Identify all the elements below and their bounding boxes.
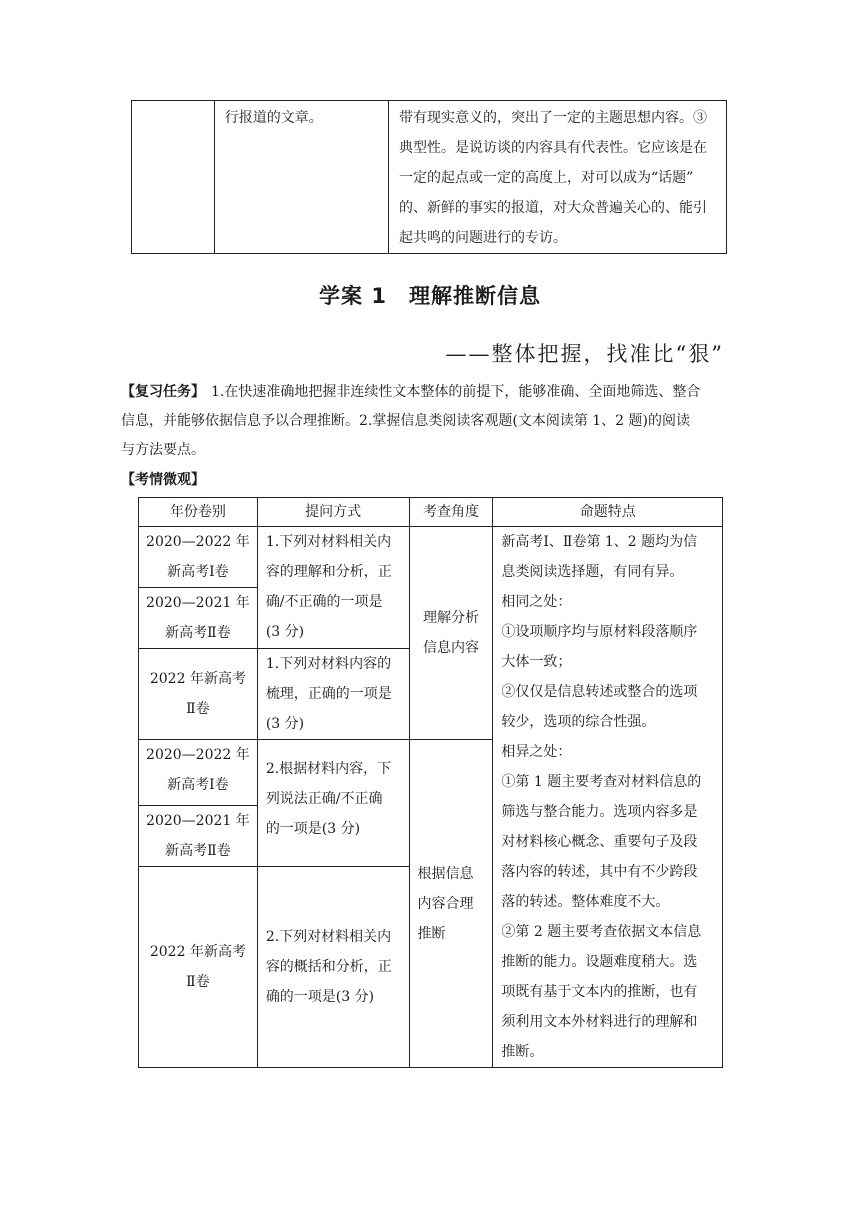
cell-line: 大体一致； bbox=[501, 654, 572, 670]
year-cell bbox=[139, 527, 258, 588]
cell-line: 梳理，正确的一项是 bbox=[265, 686, 392, 702]
cell-line: 新高考Ⅰ、Ⅱ卷第 1、2 题均为信 bbox=[501, 534, 698, 550]
exam-tag: 【考情微观】 bbox=[121, 472, 205, 488]
cell-line: 2020—2021 年 bbox=[146, 595, 250, 611]
year-cell bbox=[139, 588, 258, 649]
exam-analysis-table bbox=[138, 497, 723, 1068]
cell-line: ②仅仅是信息转述或整合的选项 bbox=[501, 684, 698, 700]
year-cell bbox=[139, 649, 258, 740]
header-cell: 提问方式 bbox=[257, 498, 409, 527]
cell-line: 理解分析 bbox=[422, 610, 479, 626]
cell-line: 新高考Ⅱ卷 bbox=[165, 625, 231, 641]
question-cell bbox=[257, 649, 409, 740]
question-cell bbox=[257, 740, 409, 867]
cell-line: 列说法正确/不正确 bbox=[265, 791, 383, 807]
cell-line: 确/不正确的一项是 bbox=[265, 594, 383, 610]
cell-line: Ⅱ卷 bbox=[186, 974, 210, 990]
cell-line: 2022 年新高考 bbox=[149, 944, 246, 960]
cell-line: 2.下列对材料相关内 bbox=[265, 929, 392, 945]
cell-line: 信息内容 bbox=[422, 640, 479, 656]
cell-line: 的、新鲜的事实的报道，对大众普遍关心的、能引 bbox=[398, 200, 707, 216]
table-row bbox=[139, 527, 723, 588]
cell-line: 落内容的转述，其中有不少跨段 bbox=[501, 864, 698, 880]
cell-line: 较少，选项的综合性强。 bbox=[501, 714, 656, 730]
cell-line: 推断的能力。设题难度稍大。选 bbox=[501, 954, 698, 970]
question-cell bbox=[257, 867, 409, 1068]
review-text: 与方法要点。 bbox=[121, 442, 205, 458]
cell-line: 推断 bbox=[417, 925, 446, 942]
cell-line: 容的概括和分析，正 bbox=[265, 959, 392, 975]
review-text: 信息，并能够依据信息予以合理推断。2.掌握信息类阅读客观题(文本阅读第 1、2 题)的阅读 bbox=[121, 413, 690, 429]
cell-line: 1.下列对材料内容的 bbox=[265, 656, 392, 672]
cell-line: 2022 年新高考 bbox=[149, 671, 246, 687]
cell-line: 项既有基于文本内的推断，也有 bbox=[501, 984, 698, 1000]
year-cell bbox=[139, 740, 258, 806]
cell-line: 确的一项是(3 分) bbox=[265, 989, 375, 1005]
cell-line: 相异之处： bbox=[501, 744, 572, 760]
cell-line: Ⅱ卷 bbox=[186, 701, 210, 717]
review-line bbox=[121, 378, 727, 407]
cell-line: 根据信息 bbox=[417, 865, 474, 882]
cell-line: 筛选与整合能力。选项内容多是 bbox=[501, 804, 698, 820]
cell-line: (3 分) bbox=[265, 716, 305, 732]
cell-line: (3 分) bbox=[265, 624, 305, 640]
table-header-row bbox=[139, 498, 723, 527]
header-cell: 年份卷别 bbox=[139, 498, 258, 527]
angle-cell bbox=[409, 740, 493, 1068]
section-subtitle: ——整体把握，找准比“狠” bbox=[445, 342, 724, 366]
cell-line: 息类阅读选择题，有同有异。 bbox=[501, 564, 684, 580]
cell-line: 落的转述。整体难度不大。 bbox=[501, 894, 670, 910]
cell-line: 新高考Ⅰ卷 bbox=[167, 564, 229, 580]
empty-cell bbox=[132, 101, 215, 254]
cell-line: 推断。 bbox=[501, 1044, 544, 1060]
cell-line: 1.下列对材料相关内 bbox=[265, 534, 392, 550]
review-tag: 【复习任务】 bbox=[121, 384, 205, 400]
cell-line: 新高考Ⅱ卷 bbox=[165, 843, 231, 859]
cell-line: 2020—2022 年 bbox=[146, 534, 250, 550]
cell-line: 2020—2021 年 bbox=[146, 813, 250, 829]
cell-line: 对材料核心概念、重要句子及段 bbox=[501, 834, 698, 850]
exam-heading bbox=[121, 466, 727, 495]
cell-line: 的一项是(3 分) bbox=[265, 821, 361, 837]
question-cell bbox=[257, 527, 409, 649]
cell-line: 新高考Ⅰ卷 bbox=[167, 777, 229, 793]
cell-line: 带有现实意义的，突出了一定的主题思想内容。③ bbox=[398, 110, 707, 126]
section-title: 学案 1 理解推断信息 bbox=[319, 284, 541, 308]
cell-line: 须利用文本外材料进行的理解和 bbox=[501, 1014, 698, 1030]
cell-line: 相同之处： bbox=[501, 594, 572, 610]
review-text: 1.在快速准确地把握非连续性文本整体的前提下，能够准确、全面地筛选、整合 bbox=[211, 384, 701, 400]
feature-cell bbox=[493, 527, 723, 1068]
header-cell: 考查角度 bbox=[409, 498, 493, 527]
cell-line: 2020—2022 年 bbox=[146, 747, 250, 763]
year-cell bbox=[139, 867, 258, 1068]
cell-line: ①第 1 题主要考查对材料信息的 bbox=[501, 774, 702, 790]
review-task-paragraph bbox=[121, 378, 727, 465]
type-definition-cell bbox=[214, 101, 388, 254]
cell-line: 典型性。是说访谈的内容具有代表性。它应该是在 bbox=[398, 140, 707, 156]
year-cell bbox=[139, 806, 258, 867]
cell-line: 一定的起点或一定的高度上，对可以成为“话题” bbox=[398, 170, 694, 186]
continuation-table bbox=[131, 100, 727, 254]
header-cell: 命题特点 bbox=[493, 498, 723, 527]
cell-line: 起共鸣的问题进行的专访。 bbox=[398, 230, 567, 246]
angle-cell bbox=[409, 527, 493, 740]
cell-line: 内容合理 bbox=[417, 895, 474, 912]
cell-text: 行报道的文章。 bbox=[224, 110, 323, 126]
feature-description-cell bbox=[388, 101, 726, 254]
cell-line: ②第 2 题主要考查依据文本信息 bbox=[501, 924, 702, 940]
cell-line: 2.根据材料内容，下 bbox=[265, 761, 392, 777]
cell-line: 容的理解和分析，正 bbox=[265, 564, 392, 580]
cell-line: ①设项顺序均与原材料段落顺序 bbox=[501, 624, 698, 640]
